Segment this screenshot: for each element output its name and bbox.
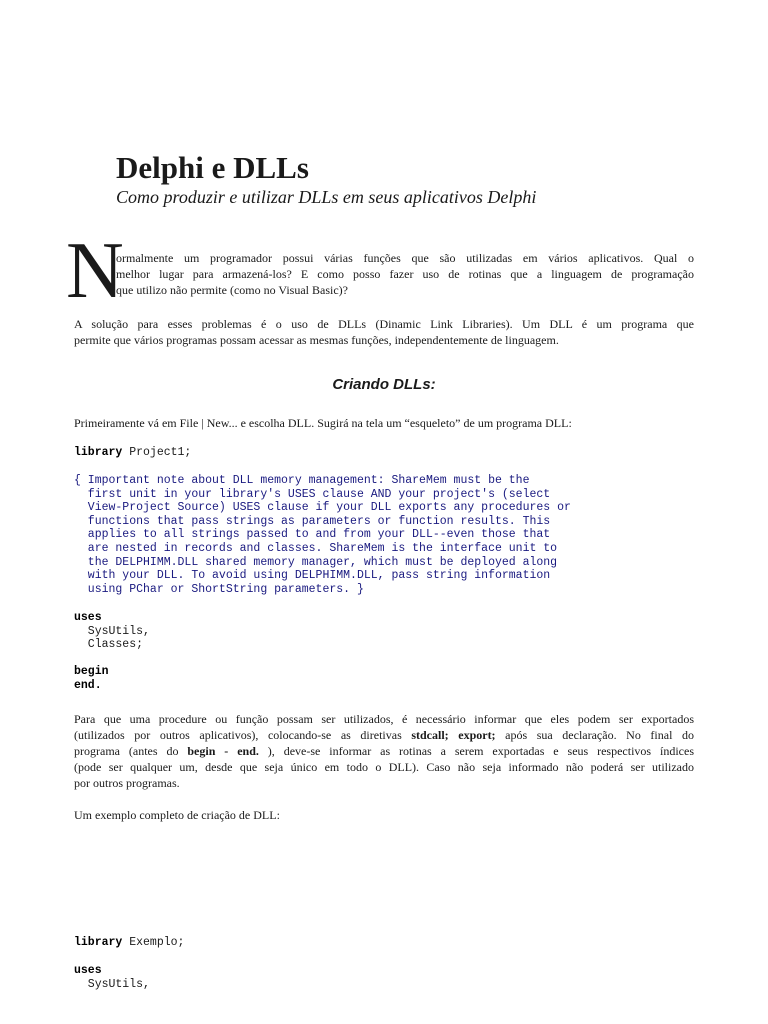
code-begin-end xyxy=(74,665,109,692)
paragraph-line: A solução para esses problemas é o uso de DLLs (Dinamic Link Libraries). Um DLL é um programa que xyxy=(74,317,694,331)
comment-line: using PChar or ShortString parameters. } xyxy=(74,582,364,596)
comment-line: functions that pass strings as parameters or function results. This xyxy=(74,514,551,528)
paragraph-line: Primeiramente vá em File | New... e escolha DLL. Sugirá na tela um “esqueleto” de um programa DLL: xyxy=(74,416,572,430)
paragraph-example-intro xyxy=(74,807,694,823)
code-comment-block xyxy=(74,474,571,596)
comment-line: are nested in records and classes. ShareMem is the interface unit to xyxy=(74,541,558,555)
library-name: Exemplo; xyxy=(122,936,185,949)
document-subtitle: Como produzir e utilizar DLLs em seus aplicativos Delphi xyxy=(116,187,537,207)
paragraph-line xyxy=(74,743,694,759)
intro-paragraph xyxy=(116,250,694,298)
paragraph-line: Um exemplo completo de criação de DLL: xyxy=(74,808,280,822)
paragraph-new-dll xyxy=(74,415,694,431)
keyword-begin: begin xyxy=(74,665,109,678)
paragraph-line: por outros programas. xyxy=(74,776,180,790)
keyword-text: begin - end. xyxy=(187,744,259,758)
comment-line: { Important note about DLL memory management: ShareMem must be the xyxy=(74,474,530,487)
intro-line: melhor lugar para armazená-los? E como posso fazer uso de rotinas que a linguagem de programação xyxy=(116,267,694,281)
code-example-library-line xyxy=(74,936,184,950)
code-uses-block xyxy=(74,611,150,652)
text-run: (utilizados por outros aplicativos), colocando-se as diretivas xyxy=(74,728,412,742)
keyword-uses: uses xyxy=(74,964,102,977)
intro-line: que utilizo não permite (como no Visual Basic)? xyxy=(116,283,348,297)
comment-line: first unit in your library's USES clause AND your project's (select xyxy=(74,487,551,501)
code-library-line xyxy=(74,446,191,460)
keyword-uses: uses xyxy=(74,611,102,624)
text-run: programa (antes do xyxy=(74,744,188,758)
keyword-end: end. xyxy=(74,678,102,692)
intro-line: ormalmente um programador possui várias funções que são utilizadas em vários aplicativos. Qual o xyxy=(116,251,694,265)
paragraph-exports xyxy=(74,711,694,791)
keyword-library: library xyxy=(74,936,123,949)
paragraph-line: permite que vários programas possam acessar as mesmas funções, independentemente de linguagem. xyxy=(74,333,559,347)
drop-cap: N xyxy=(66,227,124,315)
unit-line: SysUtils, xyxy=(74,977,150,991)
document-title: Delphi e DLLs xyxy=(116,150,309,185)
project-name: Project1; xyxy=(122,446,192,459)
section-heading: Criando DLLs: xyxy=(332,376,436,393)
comment-line: the DELPHIMM.DLL shared memory manager, which must be deployed along xyxy=(74,555,558,569)
comment-line: applies to all strings passed to and from your DLL--even those that xyxy=(74,528,551,542)
comment-line: View-Project Source) USES clause if your DLL exports any procedures or xyxy=(74,501,571,515)
paragraph-line xyxy=(74,727,694,743)
text-run: ), deve-se informar as rotinas a serem exportadas e seus respectivos índices xyxy=(258,744,694,758)
paragraph-line: Para que uma procedure ou função possam ser utilizados, é necessário informar que eles podem ser exportados xyxy=(74,712,694,726)
code-example-uses-block xyxy=(74,964,150,991)
paragraph-line: (pode ser qualquer um, desde que seja único em todo o DLL). Caso não seja informado não poderá ser utilizado xyxy=(74,760,694,774)
directive-text: stdcall; export; xyxy=(411,728,496,742)
keyword-library: library xyxy=(74,446,123,459)
unit-line: Classes; xyxy=(74,638,144,652)
comment-line: with your DLL. To avoid using DELPHIMM.DLL, pass string information xyxy=(74,569,551,583)
unit-line: SysUtils, xyxy=(74,624,150,638)
paragraph-dll-definition xyxy=(74,316,694,348)
text-run: após sua declaração. No final do xyxy=(495,728,694,742)
